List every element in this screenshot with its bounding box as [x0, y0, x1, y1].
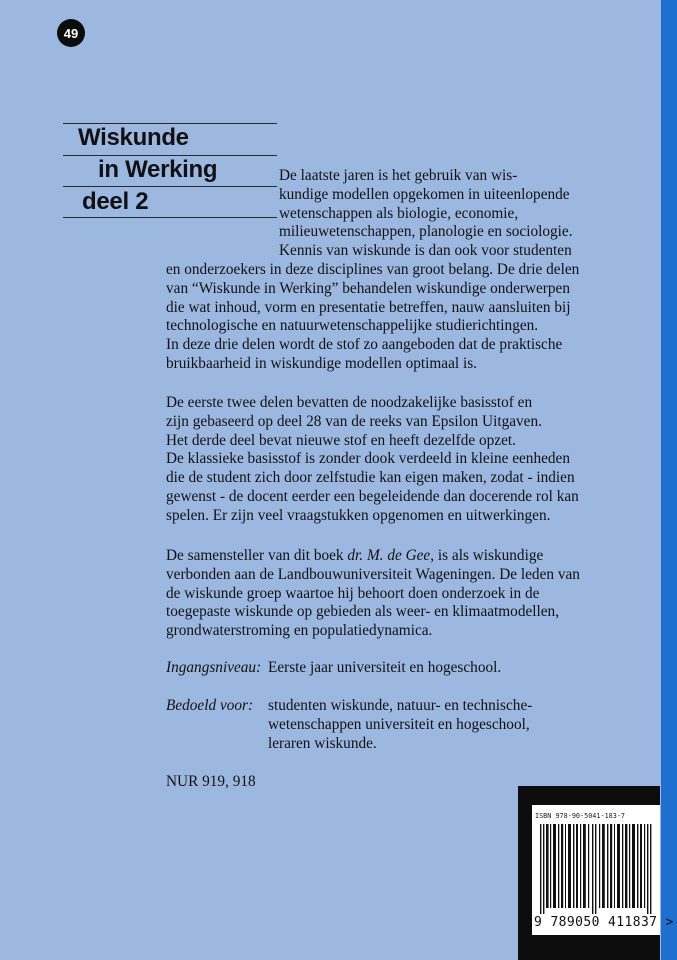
- chevron-right-icon: >: [665, 915, 674, 930]
- title-line-2: in Werking: [98, 156, 218, 183]
- text-line: en onderzoekers in deze disciplines van groot belang. De drie delen: [166, 261, 580, 278]
- title-line-1: Wiskunde: [78, 124, 189, 151]
- nur-code: NUR 919, 918: [166, 773, 256, 790]
- title-rule: [63, 217, 277, 218]
- text-line: kundige modellen opgekomen in uiteenlopende: [279, 185, 570, 203]
- title-rule: [63, 186, 277, 187]
- paragraph-3: [166, 547, 580, 641]
- author-name: dr. M. de Gee: [347, 547, 431, 564]
- isbn-text: ISBN 978-90-5041-183-7: [535, 812, 626, 820]
- text-line: technologische en natuurwetenschappelijke studierichtingen.: [166, 317, 539, 335]
- barcode-bars: [538, 824, 656, 914]
- paragraph-2: [166, 394, 579, 526]
- text-line: verbonden aan de Landbouwuniversiteit Wageningen. De leden van: [166, 565, 580, 583]
- isbn-digit-string: 9 789050 411837: [534, 915, 658, 930]
- text-line: studenten wiskunde, natuur- en technische-: [268, 697, 533, 714]
- text-line: [166, 547, 580, 566]
- text-line: die wat inhoud, vorm en presentatie betreffen, nauw aansluiten bij: [166, 298, 571, 316]
- text-span: De samensteller van dit boek: [166, 547, 348, 564]
- text-line: bruikbaarheid in wiskundige modellen optimaal is.: [166, 354, 477, 372]
- text-line: wetenschappen als biologie, economie,: [279, 204, 519, 222]
- text-line: De klassieke basisstof is zonder dook verdeeld in kleine eenheden: [166, 450, 570, 468]
- text-line: zijn gebaseerd op deel 28 van de reeks van Epsilon Uitgaven.: [166, 412, 542, 430]
- text-line: toegepaste wiskunde op gebieden als weer- en klimaatmodellen,: [166, 603, 560, 621]
- audience-list: [268, 697, 532, 753]
- level-value: Eerste jaar universiteit en hogeschool.: [268, 659, 502, 676]
- isbn-digits: [534, 915, 674, 930]
- level-label: Ingangsniveau:: [166, 659, 262, 676]
- text-line: spelen. Er zijn veel vraagstukken opgenomen en uitwerkingen.: [166, 506, 551, 524]
- intro-text: [279, 167, 573, 261]
- text-line: die de student zich door zelfstudie kan eigen maken, zodat - indien: [166, 469, 575, 487]
- blue-side-stripe: [661, 0, 677, 960]
- text-line: Kennis van wiskunde is dan ook voor studenten: [279, 242, 572, 260]
- text-span: , is als wiskundige: [430, 547, 544, 564]
- page-number-badge: 49: [57, 19, 85, 47]
- text-line: gewenst - de docent eerder een begeleidende dan docerende rol kan: [166, 487, 579, 505]
- text-line: leraren wiskunde.: [268, 734, 377, 752]
- text-line: wetenschappen universiteit en hogeschool,: [268, 715, 530, 733]
- text-line: De eerste twee delen bevatten de noodzakelijke basisstof en: [166, 394, 533, 411]
- audience-label: Bedoeld voor:: [166, 697, 254, 714]
- text-line: van “Wiskunde in Werking” behandelen wiskundige onderwerpen: [166, 279, 570, 297]
- intro-continuation: [166, 261, 579, 374]
- text-line: de wiskunde groep waartoe hij behoort doen onderzoek in de: [166, 584, 540, 602]
- text-line: Het derde deel bevat nieuwe stof en heeft dezelfde opzet.: [166, 431, 516, 449]
- text-line: grondwaterstroming en populatiedynamica.: [166, 622, 433, 640]
- title-line-3: deel 2: [82, 188, 149, 215]
- text-line: In deze drie delen wordt de stof zo aangeboden dat de praktische: [166, 336, 563, 354]
- text-line: milieuwetenschappen, planologie en sociologie.: [279, 223, 573, 241]
- text-line: De laatste jaren is het gebruik van wis-: [279, 167, 518, 184]
